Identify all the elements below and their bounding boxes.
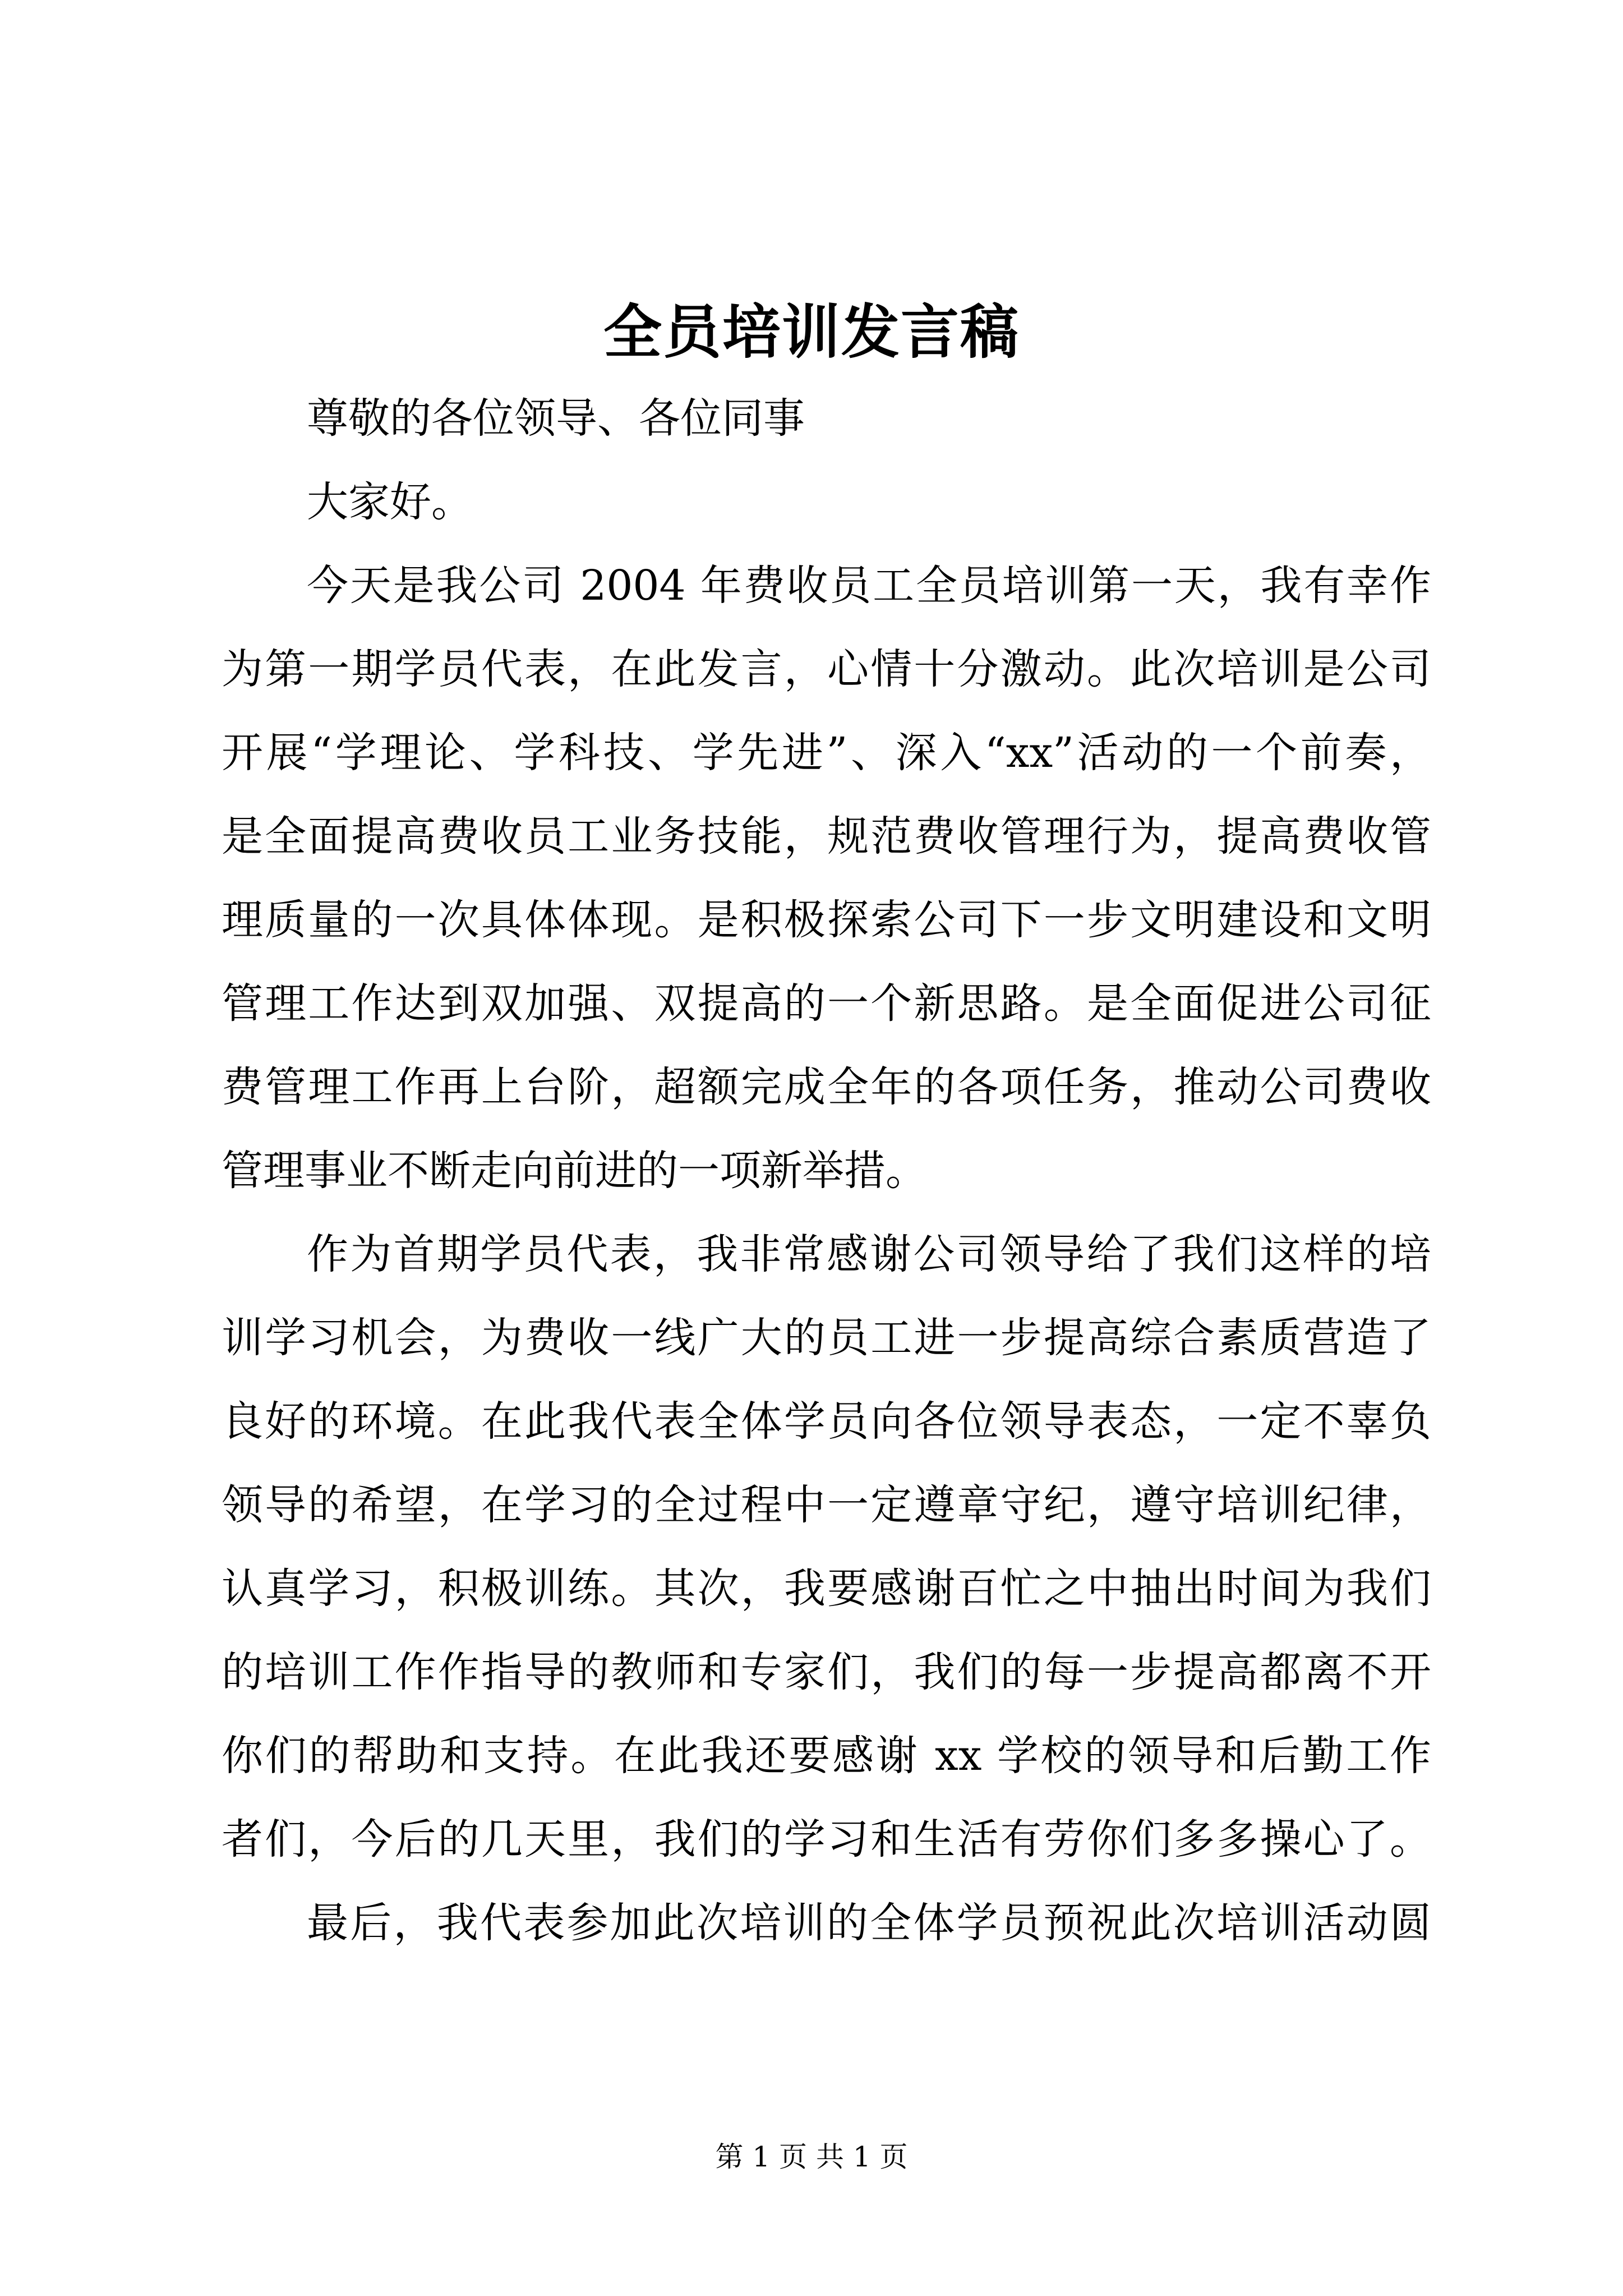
text-line: 为第一期学员代表，在此发言，心情十分激动。此次培训是公司: [222, 645, 1431, 693]
paragraph-salutation: [222, 377, 1431, 461]
text-line: 费管理工作再上台阶，超额完成全年的各项任务，推动公司费收: [222, 1063, 1431, 1111]
text-line: 开展“学理论、学科技、学先进”、深入“xx”活动的一个前奏，: [222, 729, 1431, 777]
paragraph-greeting: [222, 461, 1431, 544]
text-line: 认真学习，积极训练。其次，我要感谢百忙之中抽出时间为我们: [222, 1565, 1431, 1613]
text-line: 者们，今后的几天里，我们的学习和生活有劳你们多多操心了。: [222, 1815, 1431, 1864]
text-line: 今天是我公司 2004 年费收员工全员培训第一天，我有幸作: [307, 562, 1431, 610]
paragraph-thanks: [222, 1213, 1431, 1881]
text-line: 最后，我代表参加此次培训的全体学员预祝此次培训活动圆: [307, 1899, 1431, 1947]
text-line: 大家好。: [307, 478, 473, 526]
text-line: 管理事业不断走向前进的一项新举措。: [222, 1147, 927, 1195]
text-line: 的培训工作作指导的教师和专家们，我们的每一步提高都离不开: [222, 1648, 1431, 1696]
text-line: 良好的环境。在此我代表全体学员向各位领导表态，一定不辜负: [222, 1397, 1431, 1446]
paragraph-closing: [222, 1881, 1431, 1965]
document-body: [222, 377, 1431, 1965]
text-line: 领导的希望，在学习的全过程中一定遵章守纪，遵守培训纪律，: [222, 1481, 1431, 1529]
text-line: 尊敬的各位领导、各位同事: [307, 394, 805, 443]
text-line: 是全面提高费收员工业务技能，规范费收管理行为，提高费收管: [222, 812, 1431, 861]
document-title: 全员培训发言稿: [603, 297, 1020, 366]
text-line: 管理工作达到双加强、双提高的一个新思路。是全面促进公司征: [222, 979, 1431, 1028]
text-line: 理质量的一次具体体现。是积极探索公司下一步文明建设和文明: [222, 896, 1431, 944]
page-footer: 第 1 页 共 1 页: [715, 2141, 908, 2173]
text-line: 你们的帮助和支持。在此我还要感谢 xx 学校的领导和后勤工作: [222, 1732, 1431, 1780]
text-line: 训学习机会，为费收一线广大的员工进一步提高综合素质营造了: [222, 1314, 1431, 1362]
paragraph-introduction: [222, 544, 1431, 1213]
text-line: 作为首期学员代表，我非常感谢公司领导给了我们这样的培: [307, 1230, 1431, 1278]
